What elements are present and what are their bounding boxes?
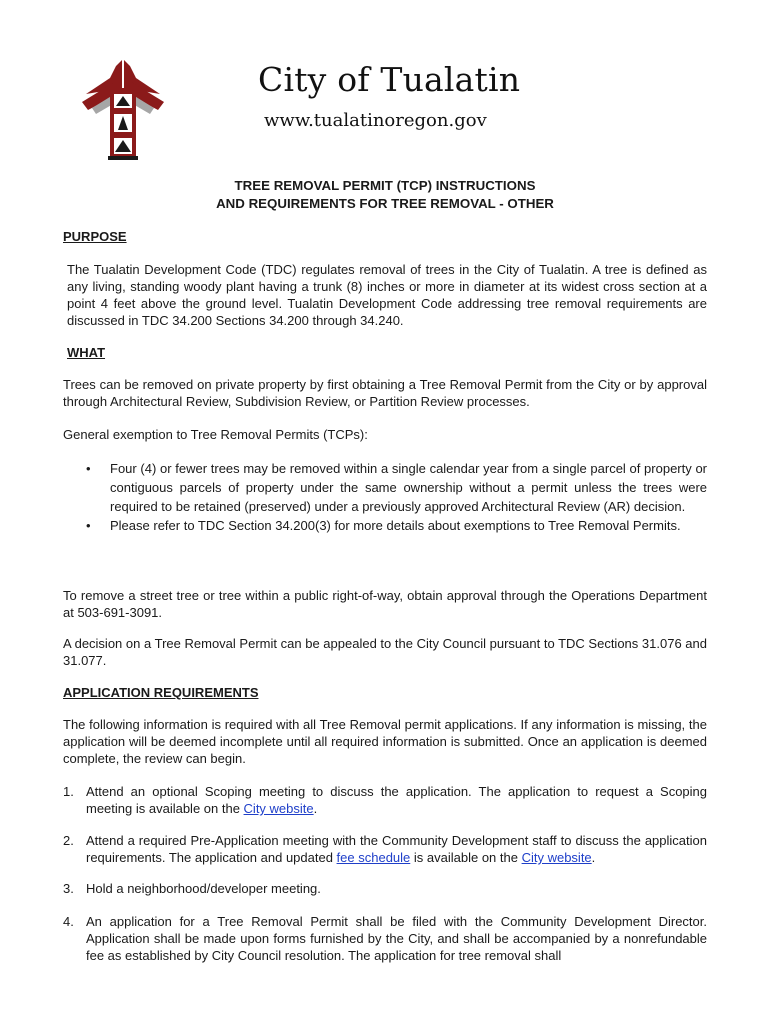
brand-title: City of Tualatin — [258, 60, 521, 99]
item-text: Attend an optional Scoping meeting to discuss the application. The application to request a Scoping meeting is available on the — [86, 784, 707, 816]
item-text: Attend a required Pre-Application meeting with the Community Development staff to discuss the application requirements. The application and updated — [86, 833, 707, 865]
document-title-line-1: TREE REMOVAL PERMIT (TCP) INSTRUCTIONS — [234, 178, 536, 193]
application-intro: The following information is required with all Tree Removal permit applications. If any information is missing, the application will be deemed incomplete until all required information is submitted. Once an application is deemed complete, the review can begin. — [63, 717, 707, 766]
purpose-paragraph: The Tualatin Development Code (TDC) regulates removal of trees in the City of Tualatin. A tree is defined as any living, standing woody plant having a trunk (8) inches or more in diameter at its widest cross section at a point 4 feet above the ground level. Tualatin Development Code addressing tree removal requirements are discussed in TDC 34.200 Sections 34.200 through 34.240. — [67, 262, 707, 328]
item-text: . — [591, 850, 596, 865]
list-item — [63, 832, 707, 866]
item-text: An application for a Tree Removal Permit shall be filed with the Community Development Director. Application shall be made upon forms furnished by the City, and shall be accompanied by a nonrefundable fee as established by City Council resolution. The application for tree removal shall — [86, 914, 707, 963]
list-item-text: Please refer to TDC Section 34.200(3) for more details about exemptions to Tree Removal Permits. — [110, 518, 681, 533]
brand-url: www.tualatinoregon.gov — [264, 110, 487, 131]
what-paragraph-2: General exemption to Tree Removal Permits (TCPs): — [63, 427, 368, 442]
item-text: Hold a neighborhood/developer meeting. — [86, 881, 321, 896]
application-heading: APPLICATION REQUIREMENTS — [63, 685, 259, 700]
item-number: 4. — [63, 914, 74, 929]
exemption-list — [86, 459, 707, 535]
list-item — [86, 459, 707, 516]
city-website-link[interactable]: City website — [243, 801, 314, 816]
list-item — [63, 783, 707, 817]
list-item — [63, 880, 707, 897]
item-text: . — [313, 801, 318, 816]
item-number: 2. — [63, 833, 74, 848]
item-text: is available on the — [410, 850, 522, 865]
bullet-icon: • — [86, 461, 91, 476]
what-paragraph-1: Trees can be removed on private property by first obtaining a Tree Removal Permit from the City or by approval through Architectural Review, Subdivision Review, or Partition Review processes. — [63, 377, 707, 409]
item-number: 1. — [63, 784, 74, 799]
document-title-line-2: AND REQUIREMENTS FOR TREE REMOVAL - OTHER — [216, 196, 554, 211]
what-paragraph-3: To remove a street tree or tree within a public right-of-way, obtain approval through the Operations Department at 503-691-3091. — [63, 588, 707, 620]
list-item — [86, 516, 707, 535]
list-item-text: Four (4) or fewer trees may be removed within a single calendar year from a single parcel of property or contiguous parcels of property under the same ownership without a permit unless the trees were required to be retained (preserved) under a previously approved Architectural Review (AR) decision. — [110, 461, 707, 514]
city-logo-icon — [78, 58, 168, 162]
bullet-icon: • — [86, 518, 91, 533]
item-number: 3. — [63, 881, 74, 896]
fee-schedule-link[interactable]: fee schedule — [336, 850, 411, 865]
list-item — [63, 913, 707, 964]
what-heading: WHAT — [67, 345, 106, 360]
what-paragraph-4: A decision on a Tree Removal Permit can be appealed to the City Council pursuant to TDC Sections 31.076 and 31.077. — [63, 636, 707, 668]
city-website-link[interactable]: City website — [521, 850, 592, 865]
purpose-heading: PURPOSE — [63, 229, 127, 244]
